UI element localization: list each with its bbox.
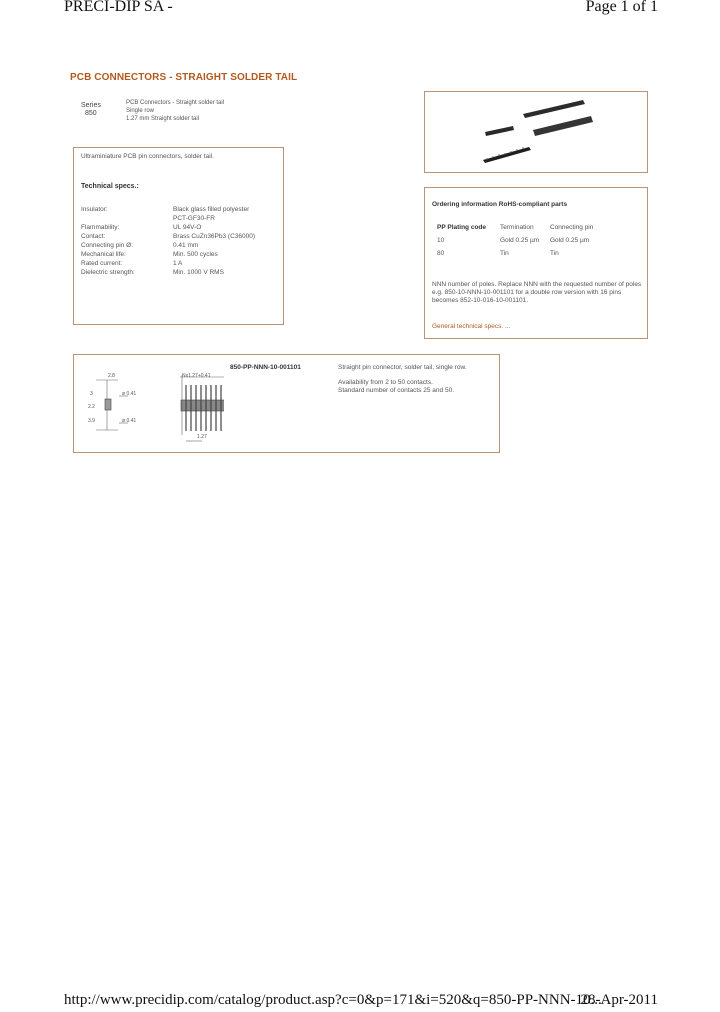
dim-label: 3 [90, 391, 93, 397]
spec-value: Black glass filled polyester [173, 206, 250, 213]
spec-key: Mechanical life: [81, 251, 126, 258]
ordering-cell: Tin [500, 250, 509, 257]
product-desc-2: Availability from 2 to 50 contacts. [338, 379, 433, 386]
spec-value: 1 A [173, 260, 183, 267]
spec-value: 0.41 mm [173, 242, 199, 249]
product-intro: Ultraminiature PCB pin connectors, solder tail. [81, 153, 214, 160]
footer-date: 28-Apr-2011 [580, 992, 658, 1008]
series-desc-2: Single row [126, 108, 155, 114]
general-specs-link[interactable]: General technical specs. ... [432, 323, 511, 330]
dim-label: 2.2 [88, 404, 95, 410]
series-description [126, 99, 224, 123]
connector-photo [425, 92, 647, 172]
product-desc-1: Straight pin connector, solder tail, single row. [338, 364, 467, 371]
ordering-cell: 10 [437, 237, 445, 244]
spec-key: Contact: [81, 233, 106, 240]
spec-value: PCT-GF30-FR [173, 215, 215, 222]
spec-value: Min. 1000 V RMS [173, 269, 224, 276]
footer-url: http://www.precidip.com/catalog/product.asp?c=0&p=171&i=520&q=850-PP-NNN-10... [64, 992, 602, 1008]
ordering-cell: Gold 0.25 µm [500, 237, 540, 244]
ordering-cell: Gold 0.25 µm [550, 237, 590, 244]
spec-key: Insulator: [81, 206, 108, 213]
product-photo-box [424, 91, 648, 173]
series-desc-3: 1.27 mm Straight solder tail [126, 116, 200, 122]
product-desc-3: Standard number of contacts 25 and 50. [338, 387, 454, 394]
spec-value: UL 94V-O [173, 224, 202, 231]
ordering-note: NNN number of poles. Replace NNN with the requested number of poles e.g. 850-10-NNN-10-001101 for a double row version with 16 pins becomes 852-10-016-10-001101. [432, 281, 642, 304]
spec-key: Flammability: [81, 224, 120, 231]
spec-key: Connecting pin Ø: [81, 242, 134, 249]
product-description [338, 364, 498, 395]
header-page-number: Page 1 of 1 [585, 0, 658, 15]
ordering-cell: Tin [550, 250, 559, 257]
connector-small [485, 118, 514, 136]
technical-specs-box [73, 147, 284, 325]
ordering-header-pin: Connecting pin [550, 224, 594, 231]
dim-label: Nx1.27+0.41 [182, 373, 211, 379]
ordering-header-plating: PP Plating code [437, 224, 487, 231]
product-variant-box [73, 354, 500, 453]
series-desc-1: PCB Connectors - Straight solder tail [126, 100, 225, 106]
spec-value: Min. 500 cycles [173, 251, 218, 258]
ordering-info-box [424, 187, 648, 339]
spec-key: Dielectric strength: [81, 269, 135, 276]
ordering-cell: 80 [437, 250, 445, 257]
product-code[interactable]: 850-PP-NNN-10-001101 [230, 364, 301, 371]
technical-specs-heading: Technical specs.: [81, 183, 139, 190]
series-number: 850 [85, 110, 97, 117]
ordering-title: Ordering information RoHS-compliant parts [432, 201, 568, 208]
dim-label: 3.9 [88, 418, 95, 424]
series-label: Series [81, 102, 101, 109]
dim-label: 2.8 [108, 373, 115, 379]
dim-label: 1.27 [197, 434, 207, 440]
ordering-header-termination: Termination [500, 224, 534, 231]
dim-label: ø 0.41 [122, 391, 137, 397]
dim-label: ø 0.41 [122, 418, 137, 424]
header-site-title: PRECI-DIP SA - [64, 0, 173, 15]
page-title: PCB CONNECTORS - STRAIGHT SOLDER TAIL [70, 72, 298, 83]
connector-strip [483, 147, 531, 163]
spec-key: Rated current: [81, 260, 123, 267]
spec-value: Brass CuZn36Pb3 (C36000) [173, 233, 256, 240]
connector-double-row [523, 93, 593, 146]
series-block [81, 102, 101, 118]
